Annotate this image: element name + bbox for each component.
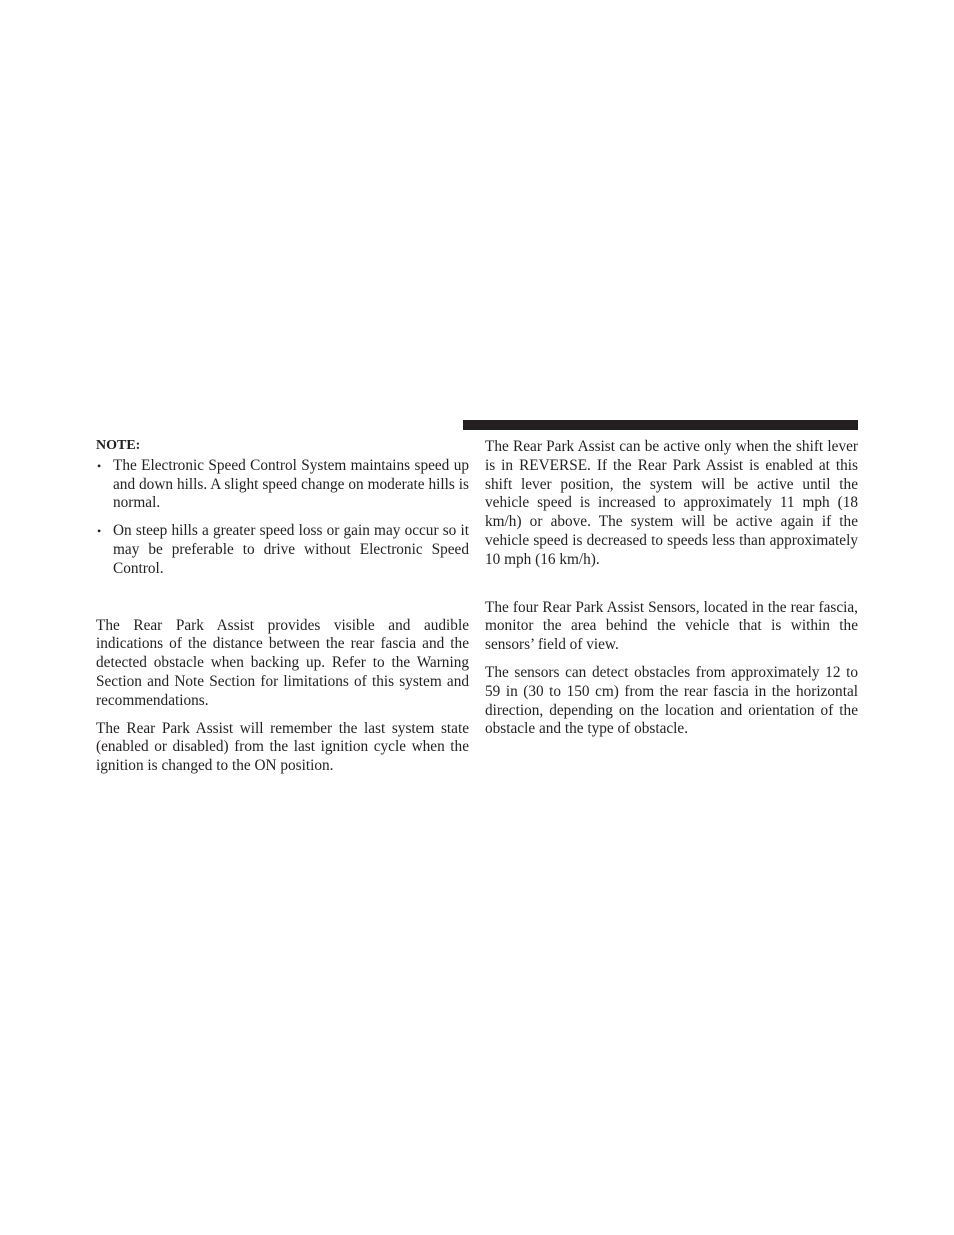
note-item-text: The Electronic Speed Control System maintains speed up and down hills. A slight speed change on moderate hills is normal. [113,456,469,512]
note-label: NOTE: [96,438,141,453]
body-paragraph: The Rear Park Assist will remember the last system state (enabled or disabled) from the last ignition cycle when the ignition is changed to the ON position. [96,719,469,775]
note-list [96,457,469,579]
note-item-text: On steep hills a greater speed loss or gain may occur so it may be preferable to drive without Electronic Speed Control. [113,522,469,577]
body-paragraph: The Rear Park Assist provides visible and audible indications of the distance between the rear fascia and the detected obstacle when backing up. Refer to the Warning Section and Note Section for limitations of this system and recommendations. [96,616,469,709]
paragraph-spacer [96,711,469,720]
section-spacer [96,588,469,617]
paragraph-spacer [485,655,858,664]
body-paragraph: The Rear Park Assist can be active only when the shift lever is in REVERSE. If the Rear Park Assist is enabled at this shift lever position, the system will be active until the vehicle speed is increased to approximately 11 mph (18 km/h) or above. The system will be active again if the vehicle speed is decreased to speeds less than approximately 10 mph (16 km/h). [485,438,858,568]
right-column [485,438,858,739]
section-header-rule [463,420,858,430]
section-spacer [485,570,858,599]
left-column [96,437,469,776]
note-item [96,457,469,513]
note-item [96,522,469,578]
bullet-icon: • [97,524,102,539]
body-paragraph: The sensors can detect obstacles from approximately 12 to 59 in (30 to 150 cm) from the rear fascia in the horizontal direction, depending on the location and orientation of the obstacle and the type of obstacle. [485,663,858,738]
body-paragraph: The four Rear Park Assist Sensors, located in the rear fascia, monitor the area behind the vehicle that is within the sensors’ field of view. [485,598,858,654]
bullet-icon: • [97,458,102,473]
